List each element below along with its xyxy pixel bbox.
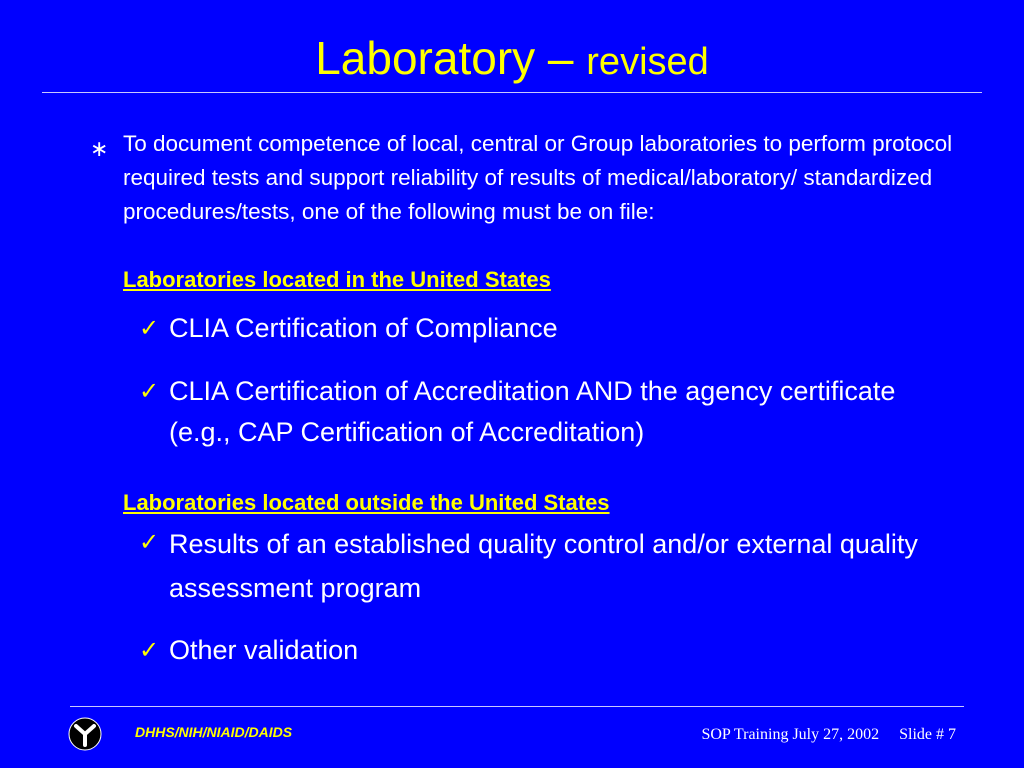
title-sub: revised	[586, 41, 709, 83]
footer-slide-number: Slide # 7	[899, 726, 956, 743]
check-item	[139, 630, 959, 671]
slide-title	[0, 30, 1024, 90]
check-item-text: Results of an established quality control and/or external quality assessment program	[169, 529, 918, 603]
checkmark-icon: ✓	[139, 637, 160, 664]
check-item-text: CLIA Certification of Compliance	[169, 313, 558, 343]
intro-text: To document competence of local, central or Group laboratories to perform protocol required tests and support reliability of results of medical/laboratory/ standardized procedures/tests, one of the following must be on file:	[123, 131, 953, 224]
check-item-text: CLIA Certification of Accreditation AND the agency certificate (e.g., CAP Certification of Accreditation)	[169, 376, 896, 447]
check-item	[139, 371, 959, 453]
section-heading-us: Laboratories located in the United States	[123, 267, 551, 292]
title-divider	[42, 92, 982, 93]
checkmark-icon: ✓	[139, 315, 160, 342]
check-item-text: Other validation	[169, 635, 359, 665]
footer-training: SOP Training July 27, 2002	[701, 726, 880, 743]
check-item	[139, 308, 959, 349]
section-heading-outside-us: Laboratories located outside the United States	[123, 490, 610, 515]
check-item	[139, 522, 959, 610]
asterisk-bullet-icon: ∗	[90, 136, 109, 161]
footer-divider	[70, 706, 964, 707]
checkmark-icon: ✓	[139, 378, 160, 405]
daids-logo-icon	[68, 717, 102, 751]
footer-info	[701, 726, 956, 744]
footer-org: DHHS/NIH/NIAID/DAIDS	[135, 724, 293, 740]
title-main: Laboratory –	[315, 32, 574, 84]
checkmark-icon: ✓	[139, 529, 160, 556]
